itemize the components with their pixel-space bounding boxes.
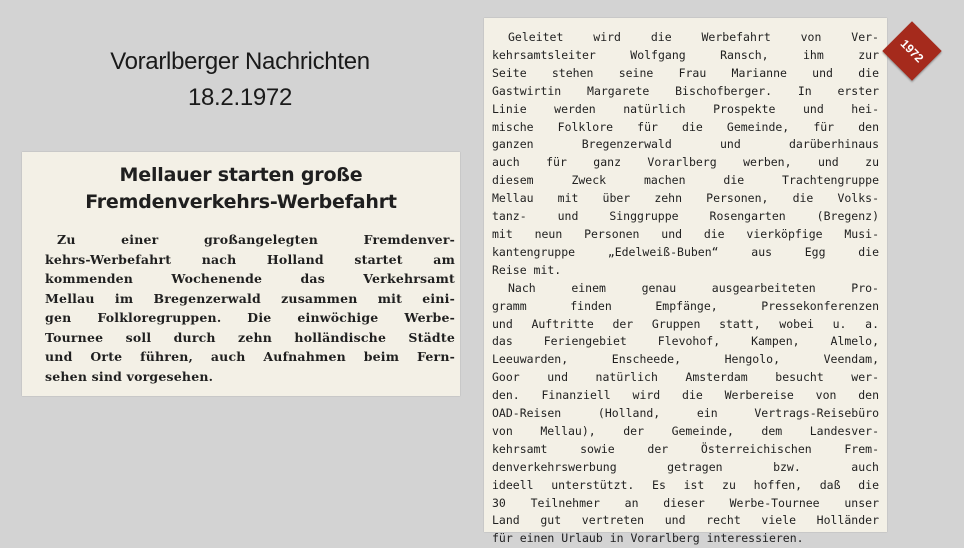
text-line: Tournee soll durch zehn holländische Städte [45, 329, 455, 345]
headline-line-1: Mellauer starten große [119, 164, 363, 186]
publication-date: 18.2.1972 [187, 84, 293, 111]
text-line: diesem Zweck machen die Trachtengruppe [492, 173, 879, 188]
text-line: Nach einem genau ausgearbeiteten Pro- [508, 280, 879, 295]
text-line: Gastwirtin Margarete Bischofberger. In erster [492, 83, 879, 98]
text-line: von Mellau), der Gemeinde, dem Landesver- [492, 423, 879, 438]
text-line: den. Finanziell wird die Werbereise von den [492, 388, 879, 403]
text-line: Land gut vertreten und recht viele Holländer [492, 513, 879, 528]
article-lead-text [45, 230, 455, 386]
text-line: und Orte führen, auch Aufnahmen beim Fern- [45, 349, 455, 364]
newspaper-clipping-headline-article [22, 152, 460, 396]
text-line: Reise mit. [492, 262, 562, 277]
slide-title [30, 44, 450, 116]
article-body-text [492, 29, 879, 548]
headline-line-2: Fremdenverkehrs-Werbefahrt [85, 191, 397, 213]
text-line: und Auftritte der Gruppen statt, wobei u. a. [492, 316, 879, 331]
text-line: Geleitet wird die Werbefahrt von Ver- [508, 30, 879, 44]
text-line: mische Folklore für die Gemeinde, für den [492, 119, 879, 134]
text-line: 30 Teilnehmer an dieser Werbe-Tournee unser [492, 495, 879, 510]
text-line: kehrsamt sowie der Österreichischen Frem- [492, 441, 879, 456]
text-line: gramm finden Empfänge, Pressekonferenzen [492, 298, 879, 313]
text-line: Zu einer großangelegten Fremdenver- [57, 232, 455, 247]
newspaper-name: Vorarlberger Nachrichten [110, 48, 370, 75]
text-line: für einen Urlaub in Vorarlberg interessieren. [492, 531, 804, 546]
article-headline [22, 162, 460, 216]
text-line: kehrs-Werbefahrt nach Holland startet am [45, 251, 455, 267]
text-line: Mellau im Bregenzerwald zusammen mit eini- [45, 290, 455, 306]
text-line: kommenden Wochenende das Verkehrsamt [45, 271, 455, 286]
text-line: sehen sind vorgesehen. [45, 368, 214, 384]
text-line: OAD-Reisen (Holland, ein Vertrags-Reisebüro [492, 406, 879, 421]
text-line: das Feriengebiet Flevohof, Kampen, Almelo, [492, 334, 879, 349]
text-line: kehrsamtsleiter Wolfgang Ransch, ihm zur [492, 47, 879, 62]
text-line: Leeuwarden, Enscheede, Hengolo, Veendam, [492, 352, 879, 367]
text-line: denverkehrswerbung getragen bzw. auch [492, 459, 879, 474]
newspaper-clipping-article-body [484, 18, 887, 546]
text-line: Linie werden natürlich Prospekte und hei- [492, 101, 879, 116]
text-line: Mellau mit über zehn Personen, die Volks- [492, 191, 879, 206]
text-line: auch für ganz Vorarlberg werben, und zu [492, 155, 879, 170]
text-line: Seite stehen seine Frau Marianne und die [492, 65, 879, 80]
text-line: gen Folkloregruppen. Die einwöchige Werbe- [45, 310, 455, 325]
year-badge-label: 1972 [897, 36, 927, 66]
text-line: tanz- und Singgruppe Rosengarten (Bregenz) [492, 209, 879, 224]
text-line: Goor und natürlich Amsterdam besucht wer- [492, 370, 879, 385]
text-line: ideell unterstützt. Es ist zu hoffen, daß die [492, 477, 879, 492]
text-line: ganzen Bregenzerwald und darüberhinaus [492, 137, 879, 152]
text-line: kantengruppe „Edelweiß-Buben“ aus Egg die [492, 244, 879, 259]
text-line: mit neun Personen und die vierköpfige Musi- [492, 226, 879, 241]
